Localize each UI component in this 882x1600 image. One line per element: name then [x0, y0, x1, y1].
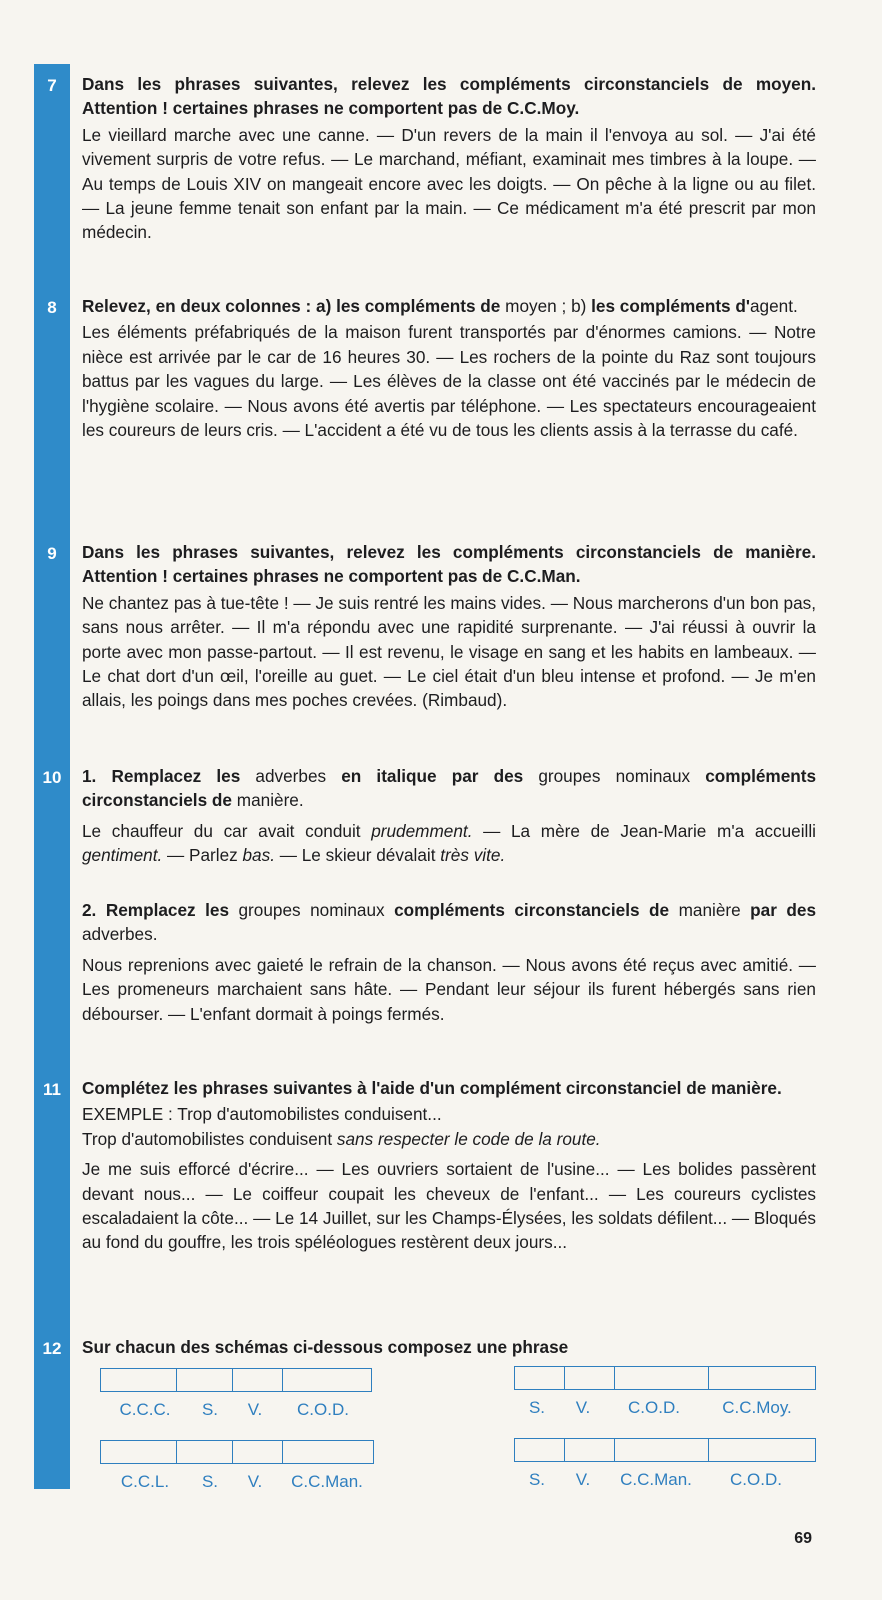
instr-10-2-c: compléments circonstanciels de [394, 900, 679, 920]
schema-1-boxes [100, 1368, 372, 1392]
schema-3 [100, 1440, 374, 1492]
schema-label: S. [528, 1470, 546, 1489]
exercise-9 [82, 540, 816, 713]
exercise-7-instruction: Dans les phrases suivantes, relevez les compléments circonstanciels de moyen. Attention ! certaines phrases ne comportent pas de C.C.Moy. [82, 74, 816, 119]
schema-box [565, 1367, 615, 1389]
instr-10-1-e: compléments circonstanciels de [82, 766, 817, 811]
t10-5: — Parlez [162, 845, 243, 866]
schema-box [615, 1367, 709, 1389]
exercise-11 [82, 1076, 816, 1255]
t10-7: — Le skieur dévalait [275, 845, 441, 866]
instr-10-2-b: groupes nominaux [238, 900, 395, 920]
schema-label: C.C.C. [119, 1400, 171, 1419]
t10-1: Le chauffeur du car avait conduit [82, 820, 372, 841]
schema-3-boxes [100, 1440, 374, 1464]
schema-box [515, 1367, 565, 1389]
schema-label: V. [575, 1470, 591, 1489]
schema-box [515, 1439, 565, 1461]
schema-box [565, 1439, 615, 1461]
exercise-10 [82, 764, 816, 868]
schema-label: S. [201, 1472, 219, 1491]
schema-1 [100, 1368, 372, 1420]
schema-2-labels [514, 1398, 816, 1418]
schema-4 [514, 1438, 816, 1490]
exercise-10-part-1-text [82, 819, 816, 868]
schema-label: V. [247, 1472, 263, 1491]
schema-3-labels [100, 1472, 374, 1492]
exercise-number-10: 10 [42, 768, 62, 787]
schema-box [283, 1369, 371, 1391]
instr-10-1-d: groupes nominaux [538, 766, 706, 786]
exercise-11-example-2 [82, 1127, 816, 1151]
exercise-8-instruction [82, 294, 816, 318]
exercise-11-example-1: EXEMPLE : Trop d'automobilistes conduisent... [82, 1104, 442, 1125]
schema-box [177, 1441, 233, 1463]
exercise-number-12: 12 [42, 1339, 62, 1358]
t10-3: — La mère de Jean-Marie m'a accueilli [472, 820, 816, 841]
schema-4-labels [514, 1470, 816, 1490]
exercise-11-instruction: Complétez les phrases suivantes à l'aide d'un complément circonstanciel de manière. [82, 1078, 782, 1098]
schema-label: C.C.L. [120, 1472, 170, 1491]
schema-2-boxes [514, 1366, 816, 1390]
exercise-number-7: 7 [47, 76, 57, 95]
instr-10-2-a: 2. Remplacez les [82, 900, 239, 920]
schema-box [101, 1369, 177, 1391]
exercise-7 [82, 72, 816, 245]
instr-10-2-d: manière [678, 900, 751, 920]
instr-8-part-2: moyen ; b) [505, 296, 592, 316]
example-2-plain: Trop d'automobilistes conduisent [82, 1128, 337, 1149]
instr-10-2-f: adverbes. [82, 924, 158, 945]
exercise-9-text: Ne chantez pas à tue-tête ! — Je suis rentré les mains vides. — Nous marcherons d'un bon pas, sans nous arrêter. — Il m'a répondu avec une rapidité surprenante. — J'ai réussi à ouvrir la porte avec mon passe-partout. — Il est revenu, le visage en sang et les habits en lambeaux. — Le chat dort d'un œil, l'oreille au guet. — Le ciel était d'un bleu intense et profond. — Je m'en allais, les poings dans mes poches crevées. (Rimbaud). [82, 592, 816, 711]
schema-label: C.C.Moy. [722, 1398, 792, 1417]
instr-8-part-4: agent. [749, 296, 798, 316]
page-number: 69 [794, 1530, 812, 1547]
schema-box [177, 1369, 233, 1391]
exercise-number-8: 8 [47, 298, 57, 317]
schema-label: C.C.Man. [620, 1470, 692, 1489]
exercise-12-instruction: Sur chacun des schémas ci-dessous composez une phrase [82, 1337, 569, 1357]
t10-6: bas. [242, 845, 275, 866]
schema-box [233, 1441, 283, 1463]
instr-10-1-b: adverbes [255, 766, 342, 786]
exercise-10-part-2 [82, 898, 816, 1026]
example-2-italic: sans respecter le code de la route. [336, 1128, 601, 1149]
instr-8-part-3: les compléments d' [591, 296, 750, 316]
t10-8: très vite. [440, 845, 506, 866]
schema-label: V. [247, 1400, 263, 1419]
schema-label: C.O.D. [628, 1398, 680, 1417]
instr-10-2-e: par des [750, 900, 817, 920]
schema-box [615, 1439, 709, 1461]
exercise-8-text: Les éléments préfabriqués de la maison furent transportés par d'énormes camions. — Notre nièce est arrivée par le car de 16 heures 30. — Les rochers de la pointe du Raz sont toujours battus par les vagues du large. — Les élèves de la classe ont été vaccinés par le médecin de l'hygiène scolaire. — Nous avons été avertis par téléphone. — Les spectateurs encourageaient les coureurs de leurs cris. — L'accident a été vu de tous les clients assis à la terrasse du café. [82, 322, 816, 441]
schema-label: S. [201, 1400, 219, 1419]
exercise-number-11: 11 [43, 1080, 61, 1099]
schema-box [233, 1369, 283, 1391]
exercise-10-part-1-instruction [82, 764, 816, 813]
schema-label: C.C.Man. [291, 1472, 363, 1491]
schema-label: C.O.D. [297, 1400, 349, 1419]
schema-box [101, 1441, 177, 1463]
instr-10-1-a: 1. Remplacez les [82, 766, 256, 786]
exercise-number-9: 9 [47, 544, 57, 563]
schema-label: V. [575, 1398, 591, 1417]
instr-8-part-1: Relevez, en deux colonnes : a) les compléments de [82, 296, 506, 316]
instr-10-1-f: manière. [236, 790, 304, 811]
schema-box [283, 1441, 371, 1463]
exercise-8 [82, 294, 816, 442]
schema-1-labels [100, 1400, 372, 1420]
schema-label: C.O.D. [730, 1470, 782, 1489]
exercise-12 [82, 1335, 816, 1359]
t10-2: prudemment. [371, 820, 473, 841]
t10-4: gentiment. [82, 845, 163, 866]
exercise-10-part-2-instruction [82, 898, 816, 947]
instr-10-1-c: en italique par des [341, 766, 539, 786]
schema-box [709, 1439, 815, 1461]
exercise-7-text: Le vieillard marche avec une canne. — D'un revers de la main il l'envoya au sol. — J'ai été vivement surpris de votre refus. — Le marchand, méfiant, examinait mes timbres à la loupe. — Au temps de Louis XIV on mangeait encore avec les doigts. — On pêche à la ligne ou au filet. — La jeune femme tenait son enfant par la main. — Ce médicament m'a été prescrit par mon médecin. [82, 124, 816, 243]
exercise-11-text: Je me suis efforcé d'écrire... — Les ouvriers sortaient de l'usine... — Les bolides passèrent devant nous... — Le coiffeur coupait les cheveux de l'enfant... — Les coureurs cyclistes escaladaient la côte... — Le 14 Juillet, sur les Champs-Élysées, les soldats défilent... — Bloqués au fond du gouffre, les trois spéléologues restèrent deux jours... [82, 1159, 816, 1253]
schema-box [709, 1367, 815, 1389]
schema-2 [514, 1366, 816, 1418]
schema-4-boxes [514, 1438, 816, 1462]
schema-label: S. [528, 1398, 546, 1417]
exercise-10-part-2-text: Nous reprenions avec gaieté le refrain de la chanson. — Nous avons été reçus avec amitié. — Les promeneurs marchaient sans hâte. — Pendant leur séjour ils furent hébergés sans rien débourser. — L'enfant dormait à poings fermés. [82, 954, 816, 1024]
exercise-9-instruction: Dans les phrases suivantes, relevez les compléments circonstanciels de manière. Attention ! certaines phrases ne comportent pas de C.C.Man. [82, 542, 816, 587]
